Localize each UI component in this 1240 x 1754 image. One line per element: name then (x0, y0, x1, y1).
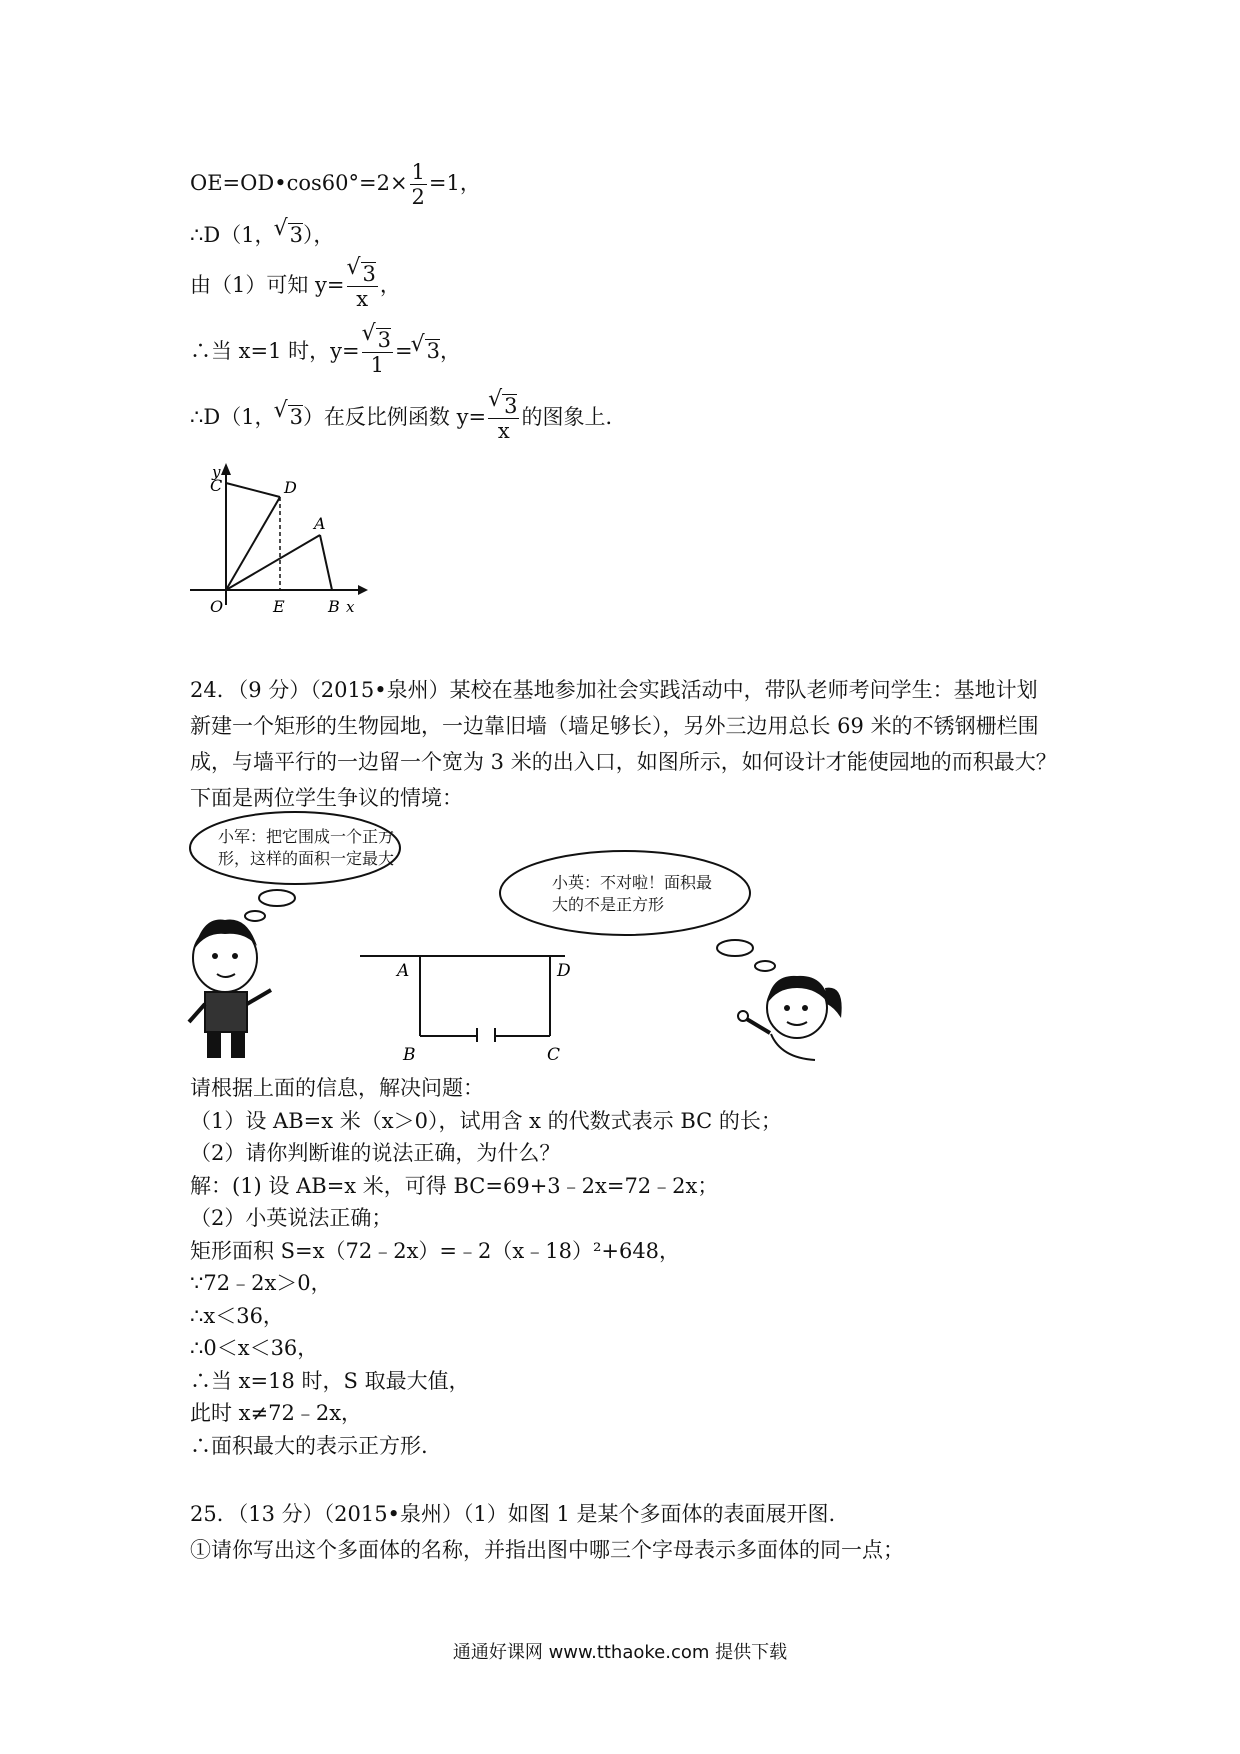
sqrt: √ 3 (288, 223, 303, 246)
solution-line: ∴面积最大的表示正方形. (190, 1433, 428, 1458)
girl-figure-icon (738, 976, 842, 1060)
q24-line-3: 成，与墙平行的一边留一个宽为 3 米的出入口，如图所示，如何设计才能使园地的而积最大？ (190, 750, 1057, 774)
solution-line: ∴当 x=18 时，S 取最大值， (190, 1368, 470, 1393)
equation-line-3: 由（1）可知 y= √ $\frac{3}{x}$ ， (190, 262, 401, 311)
bubble-tail-right-1 (717, 940, 753, 956)
solution-block (190, 1072, 1070, 1462)
solution-line: （1）设 AB=x 米（x＞0），试用含 x 的代数式表示 BC 的长； (190, 1108, 782, 1133)
q24-line-1: 24．（9 分）（2015•泉州）某校在基地参加社会实践活动中，带队老师考问学生：基地计划 (190, 678, 1038, 702)
boy-figure-icon (189, 920, 271, 1058)
q24-line-4: 下面是两位学生争议的情境： (190, 786, 463, 810)
solution-line: （2）请你判断谁的说法正确，为什么？ (190, 1141, 561, 1165)
y-axis-arrow-icon (221, 463, 231, 475)
fraction: √ $\frac{3}{x}$ (347, 262, 378, 311)
garden-diagram (360, 956, 565, 1042)
q24-line-2: 新建一个矩形的生物园地，一边靠旧墙（墙足够长），另外三边用总长 69 米的不锈钢栅栏围 (190, 714, 1039, 738)
fraction: √ $\frac{3}{1}$ (362, 328, 393, 377)
label-x: x (346, 598, 355, 616)
bubble-left-text: 小军：把它围成一个正方 形，这样的面积一定最大 (218, 827, 395, 868)
bubble-tail-left-1 (259, 890, 295, 906)
segment-A-B (320, 535, 332, 590)
equation-line-1: OE=OD•cos60°=2× $\frac{1}{2}$ =1， (190, 160, 481, 209)
solution-line: ∴x＜36， (190, 1303, 284, 1328)
label-A: A (314, 514, 326, 533)
label-O: O (210, 597, 224, 616)
rect-label-C: C (547, 1045, 561, 1065)
fraction: $\frac{1}{2}$ (411, 160, 425, 209)
q25-line-2: ①请你写出这个多面体的名称，并指出图中哪三个字母表示多面体的同一点； (190, 1538, 904, 1562)
solution-line: （2）小英说法正确； (190, 1206, 393, 1230)
segment-C-D (226, 483, 280, 497)
rect-label-A: A (397, 961, 410, 981)
equation-line-4: ∴当 x=1 时，y= √ $\frac{3}{1}$ =√ 3， (190, 328, 461, 377)
equation-line-5: ∴D（1，√ 3）在反比例函数 y= √ $\frac{3}{x}$ 的图象上． (190, 394, 626, 443)
bubble-tail-right-2 (755, 961, 775, 971)
solution-line: 此时 x≠72﹣2x， (190, 1401, 363, 1425)
x-axis-arrow-icon (358, 585, 368, 595)
label-E: E (273, 597, 285, 616)
fraction: √ $\frac{3}{x}$ (488, 394, 519, 443)
q25-line-1: 25．（13 分）（2015•泉州）（1）如图 1 是某个多面体的表面展开图. (190, 1502, 836, 1526)
page-footer: 通通好课网 www.tthaoke.com 提供下载 (452, 1642, 788, 1663)
solution-line: 请根据上面的信息，解决问题： (190, 1076, 484, 1100)
label-C: C (210, 476, 223, 495)
label-y: y (212, 463, 221, 481)
segment-O-A (226, 535, 320, 590)
rect-label-B: B (403, 1045, 416, 1065)
label-D: D (284, 478, 297, 497)
label-B: B (328, 597, 340, 616)
question-25 (190, 1496, 1070, 1568)
segment-O-D (226, 497, 280, 590)
bubble-right-text: 小英：不对啦！面积最 大的不是正方形 (552, 873, 713, 914)
solution-line: ∵72﹣2x＞0， (190, 1271, 332, 1295)
bubble-tail-left-2 (245, 911, 265, 921)
question-24 (190, 672, 1070, 816)
rect-label-D: D (557, 961, 571, 981)
solution-line: 解：(1) 设 AB=x 米，可得 BC=69+3﹣2x=72﹣2x； (190, 1173, 719, 1198)
solution-line: ∴0＜x＜36， (190, 1336, 319, 1360)
equation-line-2: ∴D（1，√ 3）， (190, 220, 334, 250)
coordinate-graph (180, 455, 380, 630)
solution-line: 矩形面积 S=x（72﹣2x）=﹣2（x﹣18）²+648， (190, 1238, 681, 1263)
